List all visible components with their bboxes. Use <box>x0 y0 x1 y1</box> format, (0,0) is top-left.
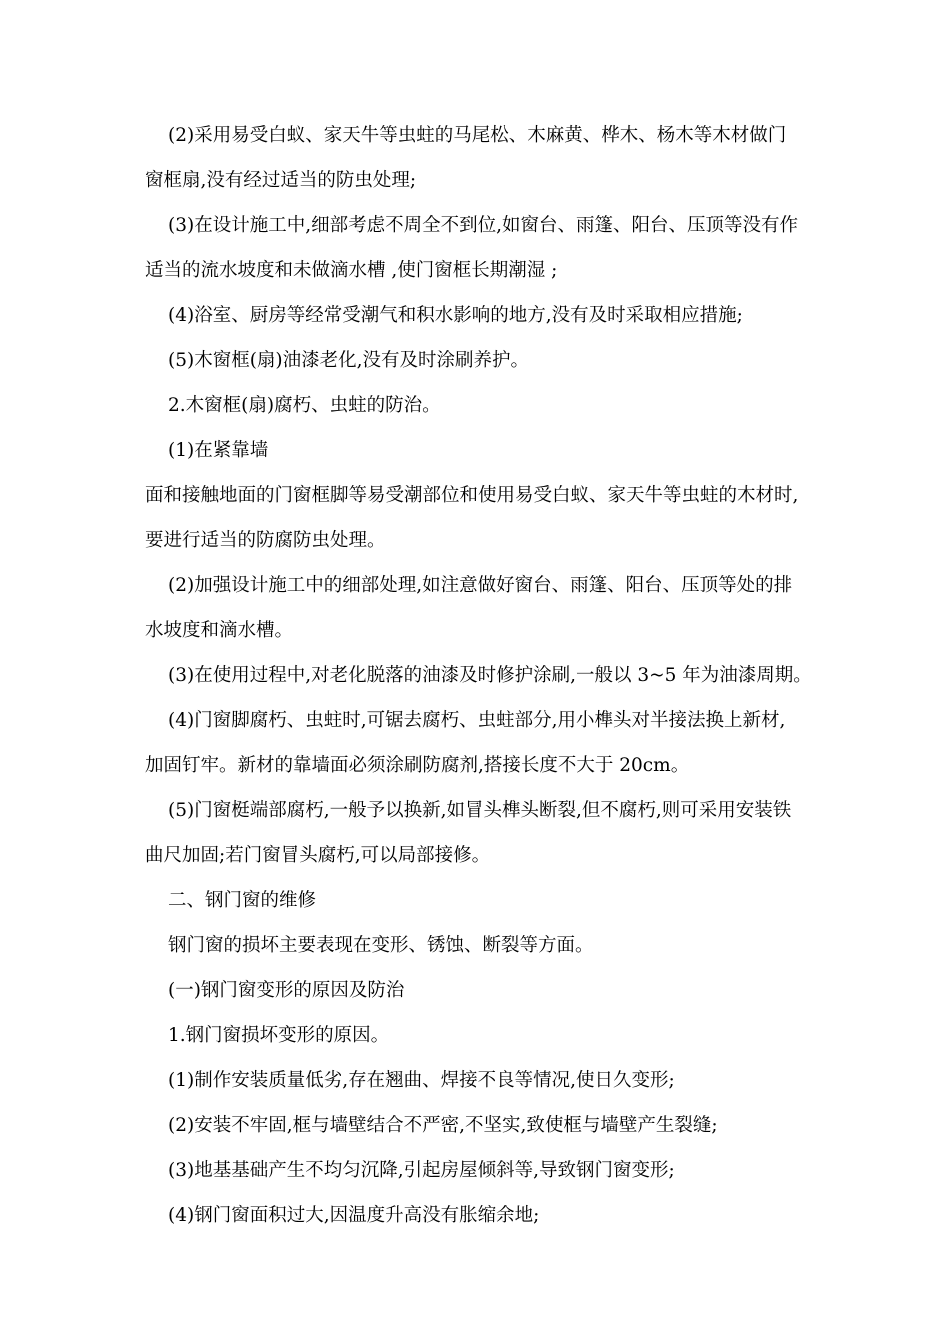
paragraph-line: (3)在设计施工中,细部考虑不周全不到位,如窗台、雨篷、阳台、压顶等没有作 <box>168 215 798 236</box>
paragraph-line: (4)浴室、厨房等经常受潮气和积水影响的地方,没有及时采取相应措施; <box>168 305 743 326</box>
paragraph-line: (3)地基基础产生不均匀沉降,引起房屋倾斜等,导致钢门窗变形; <box>168 1160 675 1181</box>
paragraph-line: 水坡度和滴水槽。 <box>145 620 294 641</box>
paragraph-line: (2)采用易受白蚁、家天牛等虫蛀的马尾松、木麻黄、桦木、杨木等木材做门 <box>168 125 787 146</box>
paragraph-line: (5)门窗梃端部腐朽,一般予以换新,如冒头榫头断裂,但不腐朽,则可采用安装铁 <box>168 800 792 821</box>
paragraph-line: (5)木窗框(扇)油漆老化,没有及时涂刷养护。 <box>168 350 530 371</box>
paragraph-line: 要进行适当的防腐防虫处理。 <box>145 530 386 551</box>
section-heading: 2.木窗框(扇)腐朽、虫蛀的防治。 <box>168 395 441 416</box>
paragraph-line: 加固钉牢。新材的靠墙面必须涂刷防腐剂,搭接长度不大于 20cm。 <box>145 755 690 776</box>
subsection-heading: (一)钢门窗变形的原因及防治 <box>168 980 405 1001</box>
paragraph-line: (2)加强设计施工中的细部处理,如注意做好窗台、雨篷、阳台、压顶等处的排 <box>168 575 793 596</box>
paragraph-line: 面和接触地面的门窗框脚等易受潮部位和使用易受白蚁、家天牛等虫蛀的木材时, <box>145 485 799 506</box>
paragraph-line: (3)在使用过程中,对老化脱落的油漆及时修护涂刷,一般以 3~5 年为油漆周期。 <box>168 665 812 686</box>
paragraph-line: (1)在紧靠墙 <box>168 440 269 461</box>
subsection-heading: 1.钢门窗损坏变形的原因。 <box>168 1025 390 1046</box>
paragraph-line: (2)安装不牢固,框与墙壁结合不严密,不坚实,致使框与墙壁产生裂缝; <box>168 1115 718 1136</box>
paragraph-line: (1)制作安装质量低劣,存在翘曲、焊接不良等情况,使日久变形; <box>168 1070 675 1091</box>
paragraph-line: 曲尺加固;若门窗冒头腐朽,可以局部接修。 <box>145 845 491 866</box>
paragraph-line: (4)钢门窗面积过大,因温度升高没有胀缩余地; <box>168 1205 540 1226</box>
section-heading: 二、钢门窗的维修 <box>168 890 317 911</box>
paragraph-line: 适当的流水坡度和未做滴水槽 ,使门窗框长期潮湿 ; <box>145 260 558 281</box>
paragraph-line: 窗框扇,没有经过适当的防虫处理; <box>145 170 417 191</box>
paragraph-line: (4)门窗脚腐朽、虫蛀时,可锯去腐朽、虫蛀部分,用小榫头对半接法换上新材, <box>168 710 786 731</box>
paragraph-line: 钢门窗的损坏主要表现在变形、锈蚀、断裂等方面。 <box>168 935 594 956</box>
